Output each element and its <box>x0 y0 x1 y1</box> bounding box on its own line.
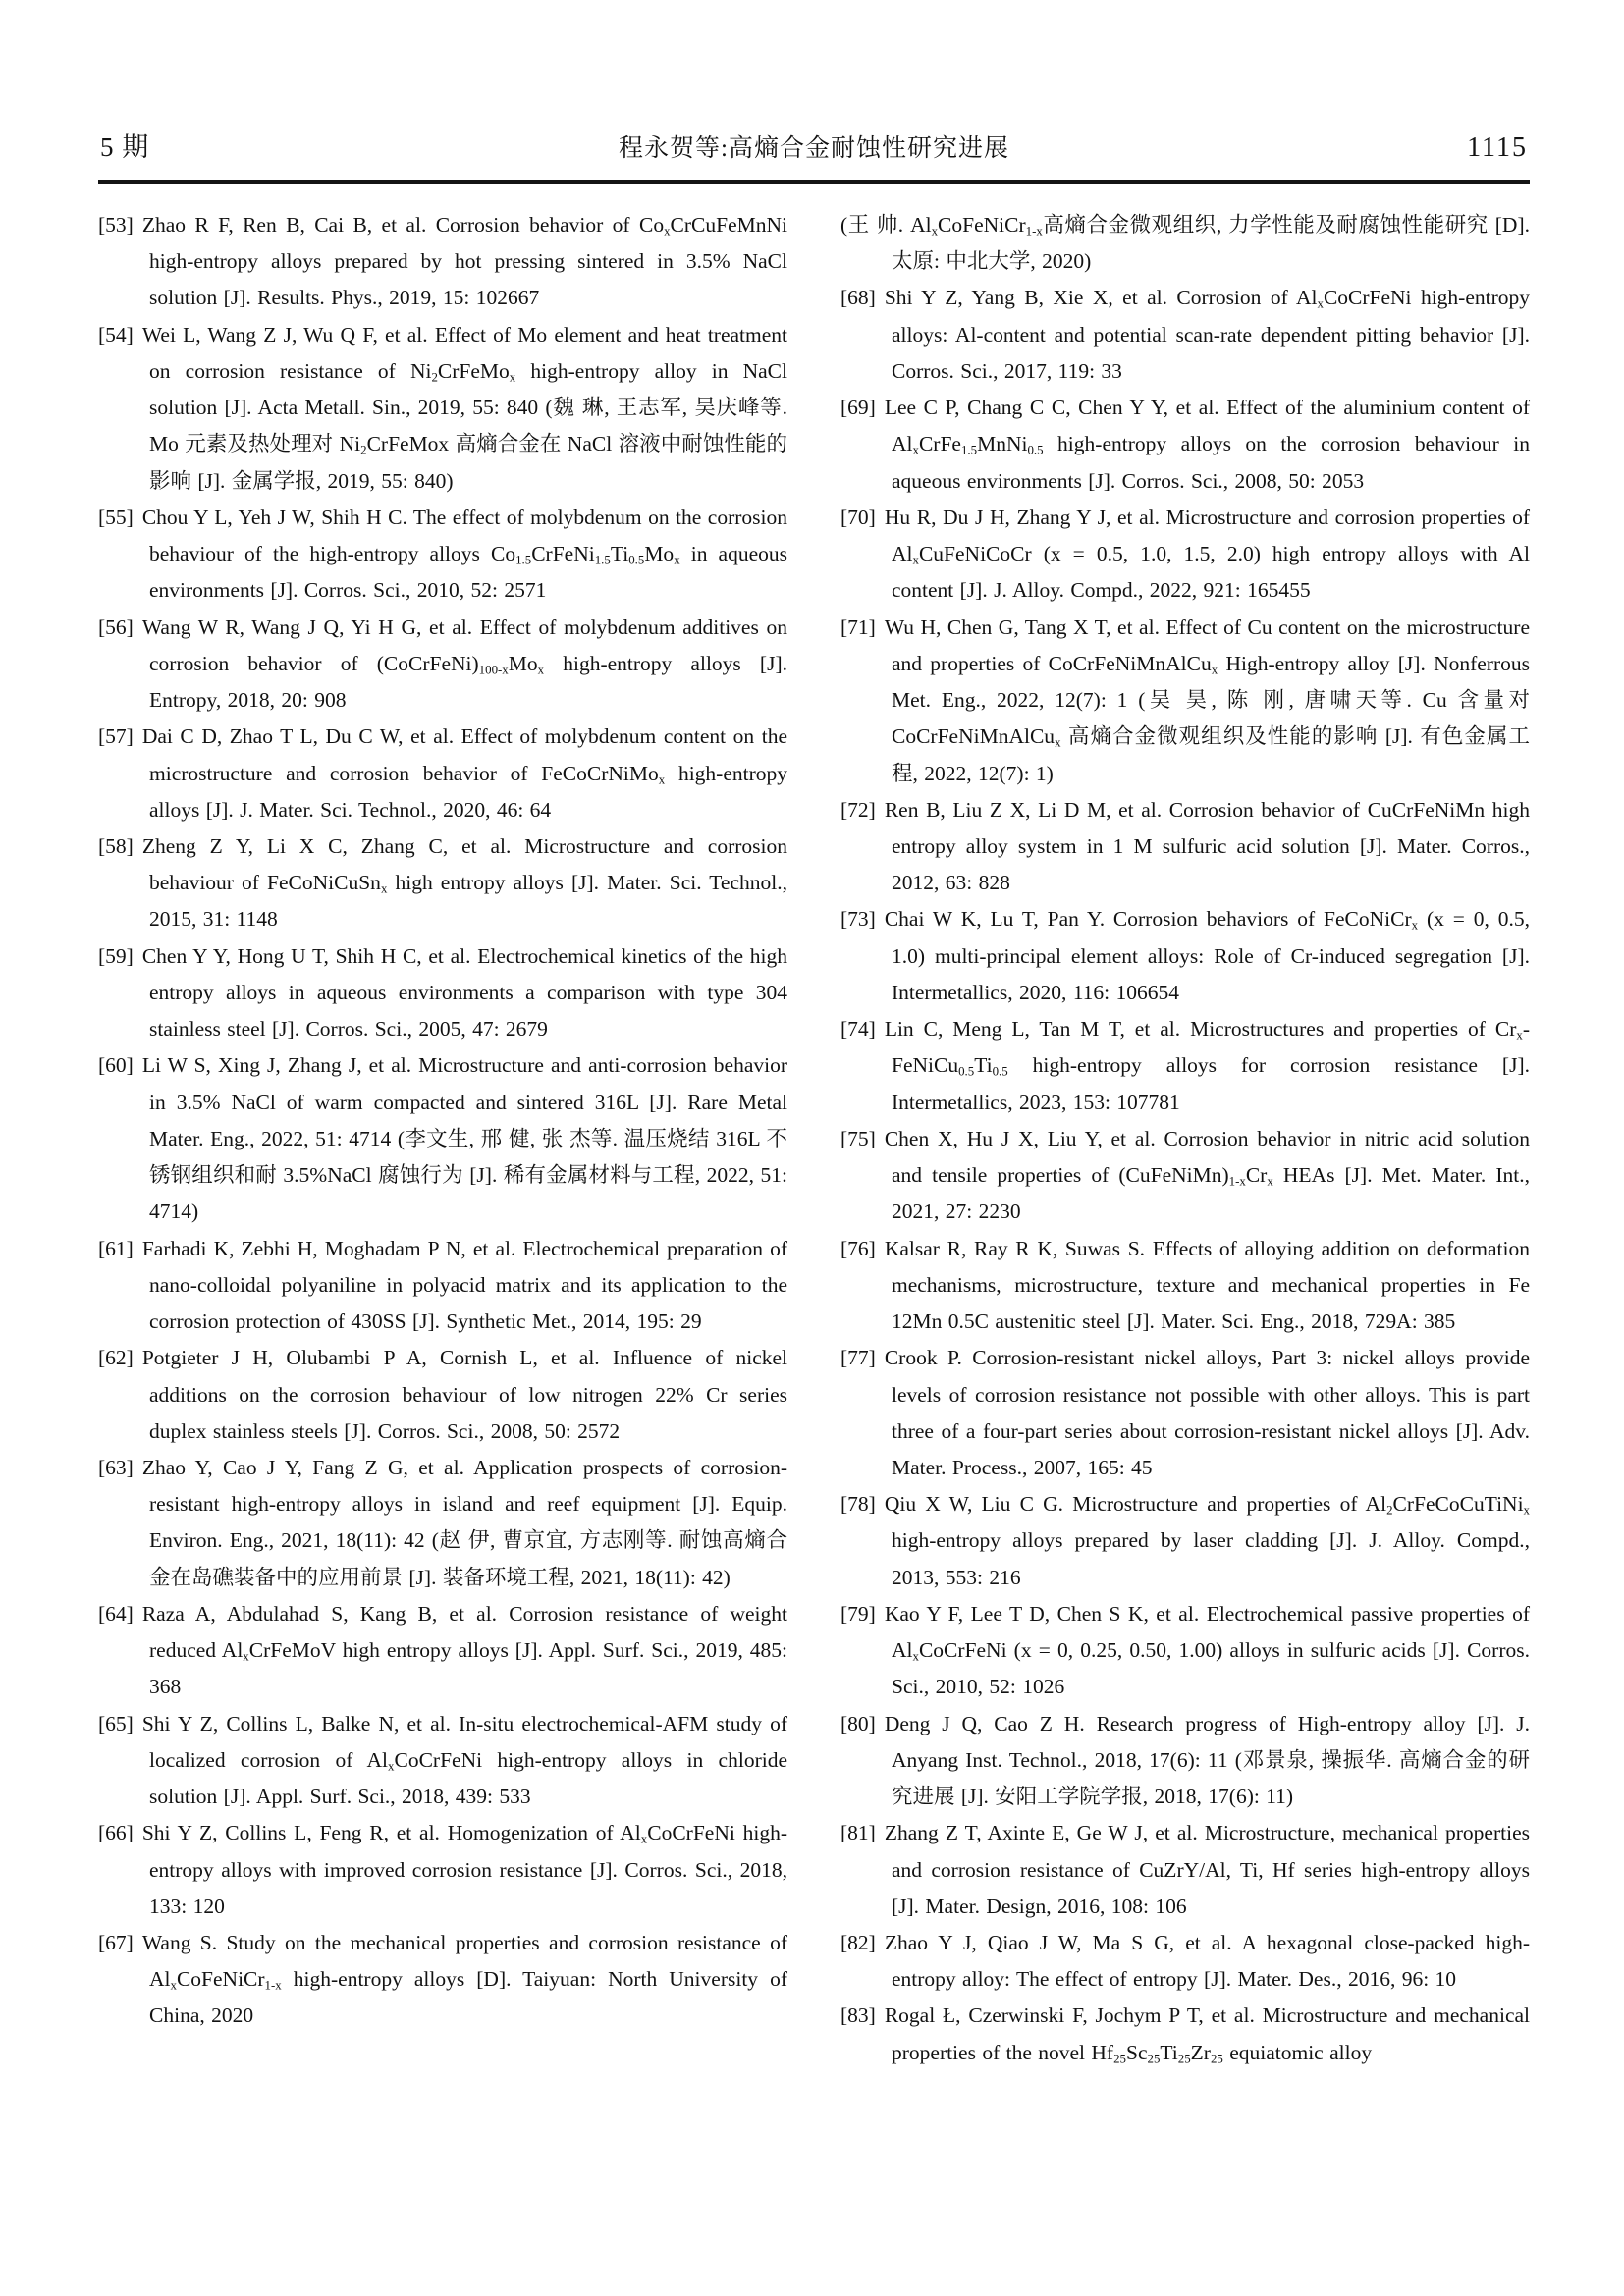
reference-label: [68] <box>840 286 876 310</box>
reference-label: [83] <box>840 2003 876 2028</box>
reference-text: Ren B, Liu Z X, Li D M, et al. Corrosion behavior of CuCrFeNiMn high entropy alloy system in 1 M sulfuric acid solution [J]. Mater. Corros., 2012, 63: 828 <box>884 797 1530 895</box>
reference-item <box>840 792 1530 902</box>
reference-text: Deng J Q, Cao Z H. Research progress of High-entropy alloy [J]. J. Anyang Inst. Technol., 2018, 17(6): 11 (邓景泉, 操振华. 高熵合金的研究进展 [J]. 安阳工学院学报, 2018, 17(6): 11) <box>884 1711 1530 1809</box>
reference-text: Zhao Y, Cao J Y, Fang Z G, et al. Application prospects of corrosion-resistant high-entropy alloys in island and reef equipment [J]. Equip. Environ. Eng., 2021, 18(11): 42 (赵 伊, 曹京宜, 方志刚等. 耐蚀高熵合金在岛礁装备中的应用前景 [J]. 装备环境工程, 2021, 18(11): 42) <box>141 1455 787 1589</box>
reference-label: [82] <box>840 1931 876 1955</box>
reference-label: [73] <box>840 907 876 932</box>
reference-text: Potgieter J H, Olubambi P A, Cornish L, et al. Influence of nickel additions on the corrosion behaviour of low nitrogen 22% Cr series duplex stainless steels [J]. Corros. Sci., 2008, 50: 2572 <box>141 1346 787 1443</box>
reference-text: Hu R, Du J H, Zhang Y J, et al. Microstructure and corrosion properties of $Al_xCuFeNiCoCr$ (x = 0.5, 1.0, 1.5, 2.0) high entropy alloys with Al content [J]. J. Alloy. Compd., 2022, 921: 165455 <box>884 505 1530 603</box>
page-number: 1115 <box>1467 133 1528 163</box>
reference-item <box>840 1340 1530 1486</box>
reference-label: [72] <box>840 797 876 822</box>
reference-item <box>840 610 1530 792</box>
reference-item <box>840 901 1530 1011</box>
reference-label: [81] <box>840 1821 876 1845</box>
reference-text: Dai C D, Zhao T L, Du C W, et al. Effect of molybdenum content on the microstructure and corrosion behavior of FeCoCrNiMo$_x$ high-entropy alloys [J]. J. Mater. Sci. Technol., 2020, 46: 64 <box>141 724 788 822</box>
reference-label: [76] <box>840 1236 876 1260</box>
reference-item <box>840 1815 1530 1925</box>
reference-item <box>98 1047 787 1230</box>
reference-label: [63] <box>98 1455 134 1479</box>
reference-item <box>98 1450 787 1596</box>
reference-text: Chai W K, Lu T, Pan Y. Corrosion behaviors of FeCoNiCr$_x$ (x = 0, 0.5, 1.0) multi-principal element alloys: Role of Cr-induced segregation [J]. Intermetallics, 2020, 116: 106654 <box>884 907 1530 1004</box>
reference-label: [70] <box>840 505 876 529</box>
reference-item <box>840 390 1530 500</box>
reference-label: [65] <box>98 1711 134 1735</box>
reference-label: [77] <box>840 1346 876 1370</box>
reference-item <box>98 1340 787 1450</box>
reference-label: [64] <box>98 1601 134 1626</box>
reference-item <box>98 1596 787 1706</box>
reference-label: [53] <box>98 213 134 237</box>
reference-item <box>98 828 787 938</box>
running-title: 程永贺等:高熵合金耐蚀性研究进展 <box>619 135 1009 162</box>
reference-item <box>840 1596 1530 1706</box>
reference-item <box>840 500 1530 610</box>
reference-item <box>98 938 787 1048</box>
reference-item <box>840 207 1530 280</box>
reference-label: [61] <box>98 1236 134 1260</box>
references-section <box>98 207 1530 2071</box>
reference-item <box>840 1706 1530 1816</box>
journal-issue: 5 期 <box>100 133 150 162</box>
reference-text: Chen X, Hu J X, Liu Y, et al. Corrosion behavior in nitric acid solution and tensile properties of $(CuFeNiMn)_{1-x}Cr_x$ HEAs [J]. Met. Mater. Int., 2021, 27: 2230 <box>884 1126 1530 1224</box>
reference-item <box>840 280 1530 390</box>
reference-label: [56] <box>98 614 134 639</box>
reference-item <box>840 1011 1530 1121</box>
reference-item <box>840 1998 1530 2070</box>
reference-text: Wei L, Wang Z J, Wu Q F, et al. Effect of Mo element and heat treatment on corrosion resistance of $Ni_2CrFeMo_x$ high-entropy alloy in NaCl solution [J]. Acta Metall. Sin., 2019, 55: 840 (魏 琳, 王志军, 吴庆峰等. Mo 元素及热处理对 $Ni_2CrFeMox$ 高熵合金在 NaCl 溶液中耐蚀性能的影响 [J]. 金属学报, 2019, 55: 840) <box>141 322 787 493</box>
reference-label: [74] <box>840 1017 876 1041</box>
reference-text: (王 帅. $Al_xCoFeNiCr_{1-x}$高熵合金微观组织, 力学性能及耐腐蚀性能研究 [D]. 太原: 中北大学, 2020) <box>840 213 1530 274</box>
reference-item <box>98 610 787 720</box>
reference-label: [69] <box>840 396 876 420</box>
reference-text: Zhao R F, Ren B, Cai B, et al. Corrosion behavior of $Co_xCrCuFeMnNi$ high-entropy alloys prepared by hot pressing sintered in 3.5% NaCl solution [J]. Results. Phys., 2019, 15: 102667 <box>141 213 787 310</box>
reference-item <box>840 1486 1530 1596</box>
reference-text: Lee C P, Chang C C, Chen Y Y, et al. Effect of the aluminium content of $Al_xCrFe_{1.5}MnNi_{0.5}$ high-entropy alloys on the corrosion behaviour in aqueous environments [J]. Corros. Sci., 2008, 50: 2053 <box>884 396 1530 493</box>
reference-text: Chen Y Y, Hong U T, Shih H C, et al. Electrochemical kinetics of the high entropy alloys in aqueous environments a comparison with type 304 stainless steel [J]. Corros. Sci., 2005, 47: 2679 <box>141 943 787 1041</box>
reference-item <box>98 207 787 317</box>
reference-label: [62] <box>98 1346 134 1370</box>
reference-text: Wang W R, Wang J Q, Yi H G, et al. Effect of molybdenum additives on corrosion behavior of $(CoCrFeNi)_{100-x}Mo_x$ high-entropy alloys [J]. Entropy, 2018, 20: 908 <box>141 614 787 713</box>
reference-text: Wu H, Chen G, Tang X T, et al. Effect of Cu content on the microstructure and properties of CoCrFeNiMnAlCu$_x$ High-entropy alloy [J]. Nonferrous Met. Eng., 2022, 12(7): 1 (吴 昊, 陈 刚, 唐啸天等. Cu 含量对 CoCrFeNiMnAlCu$_x$ 高熵合金微观组织及性能的影响 [J]. 有色金属工程, 2022, 12(7): 1) <box>884 614 1530 785</box>
reference-label: [66] <box>98 1821 134 1845</box>
reference-item <box>98 1231 787 1341</box>
references-column-right <box>840 207 1530 2071</box>
reference-text: Wang S. Study on the mechanical properties and corrosion resistance of $Al_xCoFeNiCr_{1-x}$ high-entropy alloys [D]. Taiyuan: North University of China, 2020 <box>141 1931 787 2028</box>
reference-text: Kalsar R, Ray R K, Suwas S. Effects of alloying addition on deformation mechanisms, microstructure, texture and mechanical properties in Fe 12Mn 0.5C austenitic steel [J]. Mater. Sci. Eng., 2018, 729A: 385 <box>884 1236 1530 1334</box>
reference-label: [58] <box>98 833 134 858</box>
reference-item <box>840 1925 1530 1998</box>
reference-label: [55] <box>98 505 134 529</box>
reference-text: Zhao Y J, Qiao J W, Ma S G, et al. A hexagonal close-packed high-entropy alloy: The effect of entropy [J]. Mater. Des., 2016, 96: 10 <box>884 1931 1530 1992</box>
reference-text: Rogal Ł, Czerwinski F, Jochym P T, et al. Microstructure and mechanical properties of the novel $Hf_{25}Sc_{25}Ti_{25}Zr_{25}$ equiatomic alloy <box>884 2003 1530 2066</box>
reference-text: Li W S, Xing J, Zhang J, et al. Microstructure and anti-corrosion behavior in 3.5% NaCl of warm compacted and sintered 316L [J]. Rare Metal Mater. Eng., 2022, 51: 4714 (李文生, 邢 健, 张 杰等. 温压烧结 316L 不锈钢组织和耐 3.5%NaCl 腐蚀行为 [J]. 稀有金属材料与工程, 2022, 51: 4714) <box>141 1053 787 1224</box>
reference-item <box>98 500 787 610</box>
reference-text: Lin C, Meng L, Tan M T, et al. Microstructures and properties of $Cr_x-FeNiCu_{0.5}Ti_{0.5}$ high-entropy alloys for corrosion resistance [J]. Intermetallics, 2023, 153: 107781 <box>884 1017 1530 1114</box>
reference-item <box>98 317 787 500</box>
reference-label: [59] <box>98 943 134 968</box>
reference-item <box>840 1121 1530 1231</box>
page-header <box>98 126 1530 184</box>
reference-text: Crook P. Corrosion-resistant nickel alloys, Part 3: nickel alloys provide levels of corrosion resistance not possible with other alloys. This is part three of a four-part series about corrosion-resistant nickel alloys [J]. Adv. Mater. Process., 2007, 165: 45 <box>884 1346 1530 1479</box>
reference-item <box>98 719 787 828</box>
reference-text: Zhang Z T, Axinte E, Ge W J, et al. Microstructure, mechanical properties and corrosion resistance of CuZrY/Al, Ti, Hf series high-entropy alloys [J]. Mater. Design, 2016, 108: 106 <box>884 1821 1530 1918</box>
reference-label: [80] <box>840 1711 876 1735</box>
references-column-left <box>98 207 787 2071</box>
reference-text: Kao Y F, Lee T D, Chen S K, et al. Electrochemical passive properties of $Al_xCoCrFeNi$ (x = 0, 0.25, 0.50, 1.00) alloys in sulfuric acids [J]. Corros. Sci., 2010, 52: 1026 <box>884 1601 1530 1699</box>
reference-item <box>840 1231 1530 1341</box>
reference-text: Shi Y Z, Collins L, Feng R, et al. Homogenization of $Al_xCoCrFeNi$ high-entropy alloys with improved corrosion resistance [J]. Corros. Sci., 2018, 133: 120 <box>141 1821 787 1918</box>
reference-text: Chou Y L, Yeh J W, Shih H C. The effect of molybdenum on the corrosion behaviour of the high-entropy alloys $Co_{1.5}CrFeNi_{1.5}Ti_{0.5}Mo_x$ in aqueous environments [J]. Corros. Sci., 2010, 52: 2571 <box>141 505 787 603</box>
reference-item <box>98 1815 787 1925</box>
reference-text: Zheng Z Y, Li X C, Zhang C, et al. Microstructure and corrosion behaviour of FeCoNiCuSn$_x$ high entropy alloys [J]. Mater. Sci. Technol., 2015, 31: 1148 <box>141 833 787 932</box>
reference-label: [54] <box>98 322 134 347</box>
reference-label: [79] <box>840 1601 876 1626</box>
reference-label: [71] <box>840 614 876 639</box>
reference-text: Qiu X W, Liu C G. Microstructure and properties of $Al_2CrFeCoCuTiNi_x$ high-entropy alloys prepared by laser cladding [J]. J. Alloy. Compd., 2013, 553: 216 <box>884 1492 1530 1589</box>
reference-label: [57] <box>98 724 134 749</box>
reference-text: Shi Y Z, Yang B, Xie X, et al. Corrosion of $Al_xCoCrFeNi$ high-entropy alloys: Al-content and potential scan-rate dependent pitting behavior [J]. Corros. Sci., 2017, 119: 33 <box>884 286 1531 383</box>
reference-label: [67] <box>98 1931 134 1955</box>
reference-label: [78] <box>840 1492 876 1517</box>
reference-item <box>98 1925 787 2035</box>
reference-text: Raza A, Abdulahad S, Kang B, et al. Corrosion resistance of weight reduced $Al_xCrFeMoV$ high entropy alloys [J]. Appl. Surf. Sci., 2019, 485: 368 <box>141 1601 787 1699</box>
reference-label: [75] <box>840 1126 876 1150</box>
reference-item <box>98 1706 787 1816</box>
reference-text: Farhadi K, Zebhi H, Moghadam P N, et al. Electrochemical preparation of nano-colloidal polyaniline in polyacid matrix and its application to the corrosion protection of 430SS [J]. Synthetic Met., 2014, 195: 29 <box>141 1236 787 1334</box>
reference-text: Shi Y Z, Collins L, Balke N, et al. In-situ electrochemical-AFM study of localized corrosion of $Al_xCoCrFeNi$ high-entropy alloys in chloride solution [J]. Appl. Surf. Sci., 2018, 439: 533 <box>141 1711 787 1809</box>
reference-label: [60] <box>98 1053 134 1078</box>
